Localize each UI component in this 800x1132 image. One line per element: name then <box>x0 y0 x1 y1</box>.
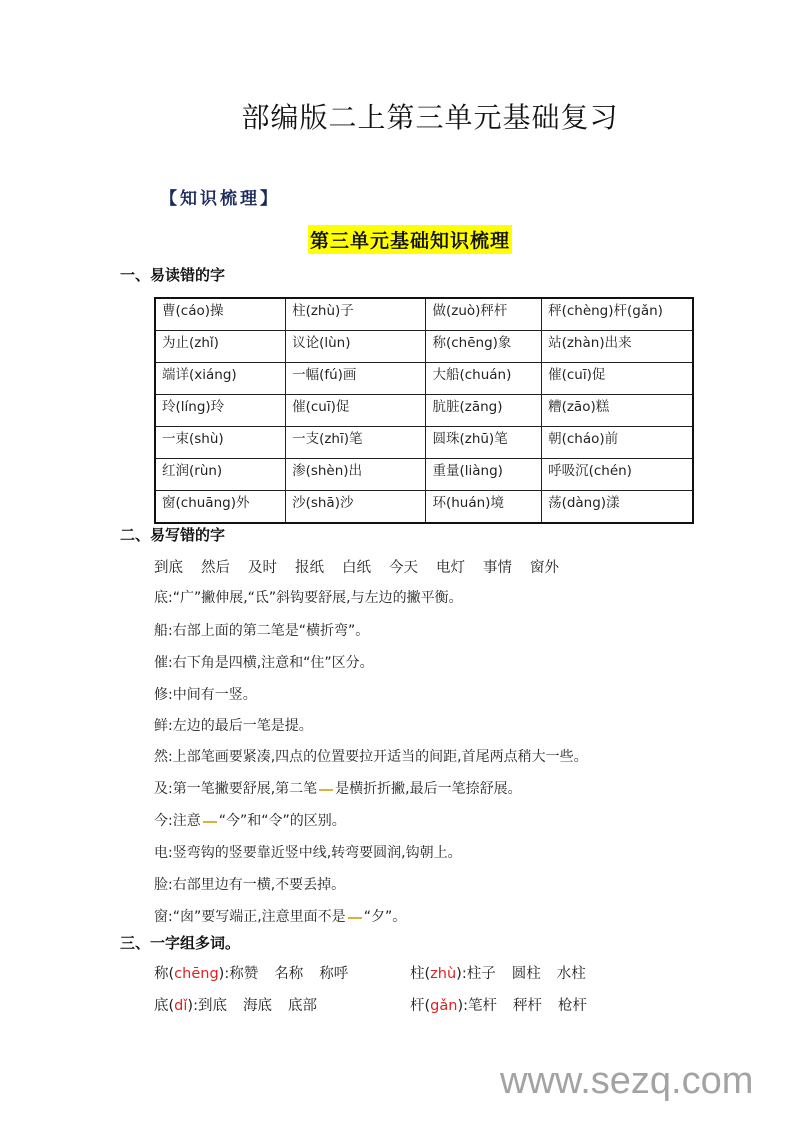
highlighted-subtitle: 第三单元基础知识梳理 <box>308 225 512 254</box>
word-group <box>154 994 317 1015</box>
note-text: 及:第一笔撇要舒展,第二笔 <box>154 781 318 797</box>
note-text: 今:注意 <box>154 813 201 829</box>
table-cell: 呼吸沉(chén) <box>542 459 693 491</box>
separator: ): <box>218 966 230 982</box>
group-word: 称赞 <box>229 966 259 982</box>
table-cell: 肮脏(zāng) <box>426 395 542 427</box>
word-group <box>154 962 348 983</box>
group-word: 名称 <box>274 966 304 982</box>
table-cell: 议论(lùn) <box>286 331 426 363</box>
table-cell: 柱(zhù)子 <box>286 298 426 331</box>
table-cell: 玲(líng)玲 <box>155 395 286 427</box>
group-word: 圆柱 <box>511 966 541 982</box>
word-item: 今天 <box>389 560 418 576</box>
underline-mark <box>203 820 217 823</box>
group-char: 杆( <box>410 998 431 1014</box>
writing-note <box>154 906 406 926</box>
section2-heading: 二、易写错的字 <box>120 526 226 544</box>
word-item: 事情 <box>483 560 512 576</box>
group-word: 到底 <box>197 998 227 1014</box>
table-cell: 沙(shā)沙 <box>286 491 426 524</box>
table-cell: 催(cuī)促 <box>286 395 426 427</box>
writing-note: 修:中间有一竖。 <box>154 687 257 703</box>
writing-note <box>154 778 522 798</box>
section3-heading: 三、一字组多词。 <box>120 934 241 952</box>
underline-mark <box>348 916 362 919</box>
group-pinyin: zhù <box>430 966 457 982</box>
group-char: 称( <box>154 966 175 982</box>
table-row <box>155 459 693 491</box>
note-text: 窗:“囱”要写端正,注意里面不是 <box>154 909 346 925</box>
table-cell: 秤(chèng)杆(gǎn) <box>542 298 693 331</box>
section1-heading: 一、易读错的字 <box>120 266 226 284</box>
group-word: 称呼 <box>319 966 349 982</box>
writing-note <box>154 810 346 830</box>
word-group <box>410 962 586 983</box>
group-word: 水柱 <box>556 966 586 982</box>
table-cell: 重量(liàng) <box>426 459 542 491</box>
writing-note: 脸:右部里边有一横,不要丢掉。 <box>154 877 346 893</box>
group-word: 底部 <box>287 998 317 1014</box>
table-cell: 曹(cáo)操 <box>155 298 286 331</box>
word-item: 报纸 <box>295 560 324 576</box>
group-word: 秤杆 <box>513 998 542 1014</box>
group-pinyin: dǐ <box>174 998 188 1014</box>
table-cell: 称(chēng)象 <box>426 331 542 363</box>
miswritten-word-list <box>154 556 577 577</box>
separator: ): <box>187 998 198 1014</box>
writing-note: 然:上部笔画要紧凑,四点的位置要拉开适当的间距,首尾两点稍大一些。 <box>154 749 588 765</box>
group-word: 枪杆 <box>558 998 587 1014</box>
writing-note: 催:右下角是四横,注意和“住”区分。 <box>154 655 374 671</box>
note-text: 是横折折撇,最后一笔捺舒展。 <box>335 781 522 797</box>
group-char: 柱( <box>410 966 431 982</box>
word-item: 窗外 <box>530 560 559 576</box>
group-word: 笔杆 <box>468 998 497 1014</box>
table-cell: 环(huán)境 <box>426 491 542 524</box>
table-cell: 为止(zhǐ) <box>155 331 286 363</box>
group-pinyin: chēng <box>174 966 219 982</box>
word-item: 白纸 <box>342 560 371 576</box>
word-item: 电灯 <box>436 560 465 576</box>
table-cell: 荡(dàng)漾 <box>542 491 693 524</box>
word-group <box>410 994 587 1015</box>
table-row <box>155 298 693 331</box>
table-cell: 端详(xiáng) <box>155 363 286 395</box>
table-cell: 大船(chuán) <box>426 363 542 395</box>
table-cell: 渗(shèn)出 <box>286 459 426 491</box>
document-title: 部编版二上第三单元基础复习 <box>241 101 619 134</box>
note-text: “今”和“令”的区别。 <box>218 813 346 829</box>
table-row <box>155 395 693 427</box>
table-cell: 一幅(fú)画 <box>286 363 426 395</box>
word-item: 然后 <box>201 560 230 576</box>
group-word: 柱子 <box>466 966 496 982</box>
section-tag: 【知识梳理】 <box>160 189 280 209</box>
misread-characters-table <box>154 297 694 524</box>
separator: ): <box>457 998 468 1014</box>
word-item: 到底 <box>154 560 183 576</box>
table-cell: 圆珠(zhū)笔 <box>426 427 542 459</box>
writing-note: 电:竖弯钩的竖要靠近竖中线,转弯要圆润,钩朝上。 <box>154 845 462 861</box>
writing-note: 鲜:左边的最后一笔是提。 <box>154 718 313 734</box>
group-pinyin: gǎn <box>430 998 458 1014</box>
table-cell: 红润(rùn) <box>155 459 286 491</box>
table-cell: 催(cuī)促 <box>542 363 693 395</box>
separator: ): <box>456 966 467 982</box>
word-item: 及时 <box>248 560 277 576</box>
table-row <box>155 363 693 395</box>
group-char: 底( <box>154 998 175 1014</box>
table-row <box>155 331 693 363</box>
table-cell: 朝(cháo)前 <box>542 427 693 459</box>
table-cell: 一束(shù) <box>155 427 286 459</box>
table-cell: 一支(zhī)笔 <box>286 427 426 459</box>
table-row <box>155 427 693 459</box>
table-cell: 窗(chuāng)外 <box>155 491 286 524</box>
group-word: 海底 <box>242 998 272 1014</box>
table-row <box>155 491 693 524</box>
writing-note: 底:“广”撇伸展,“氐”斜钩要舒展,与左边的撇平衡。 <box>154 590 463 606</box>
note-text: “夕”。 <box>363 909 407 925</box>
table-cell: 站(zhàn)出来 <box>542 331 693 363</box>
writing-note: 船:右部上面的第二笔是“横折弯”。 <box>154 623 370 639</box>
watermark: www.sezq.com <box>500 1060 754 1102</box>
underline-mark <box>319 788 333 791</box>
table-cell: 做(zuò)秤杆 <box>426 298 542 331</box>
table-cell: 糟(zāo)糕 <box>542 395 693 427</box>
